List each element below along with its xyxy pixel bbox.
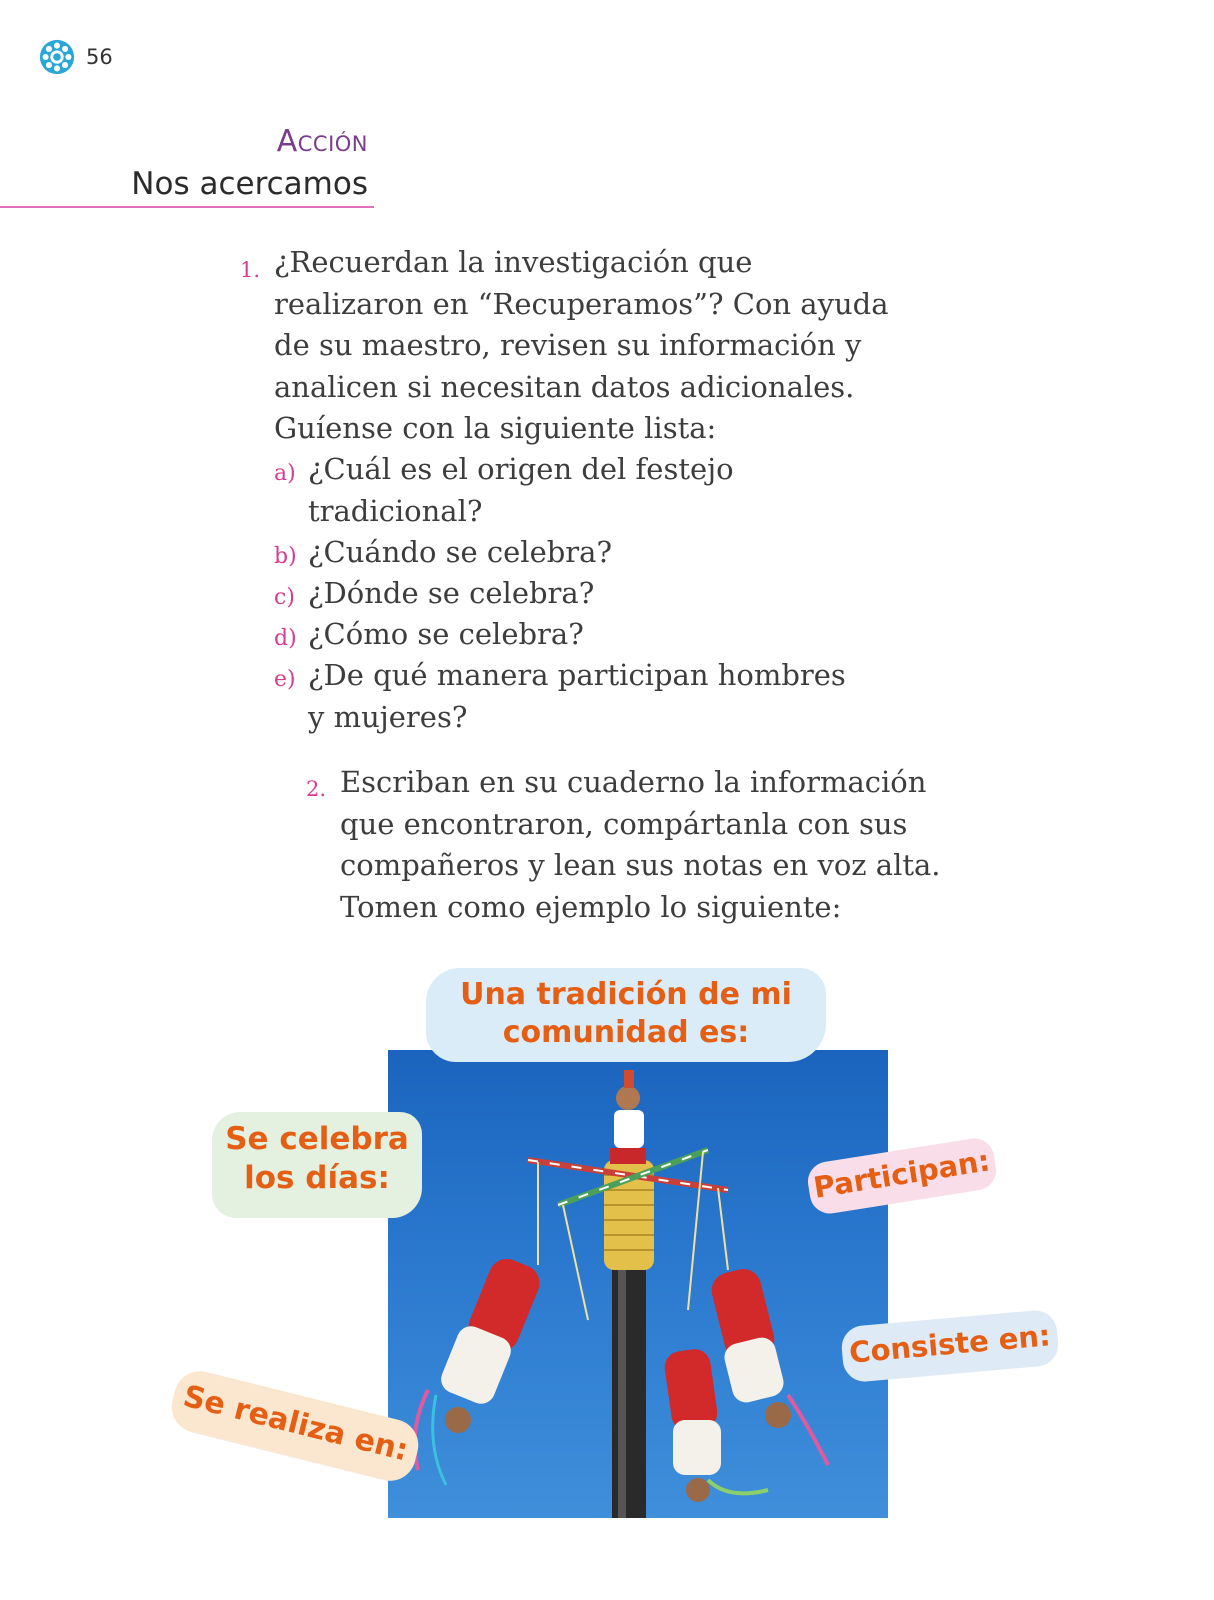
item-label: a) (274, 461, 296, 486)
speech-bubble-location: Se realiza en: (166, 1366, 424, 1487)
list-item (308, 614, 584, 656)
text-line: analicen si necesitan datos adicionales. (274, 369, 855, 404)
text-line: y mujeres? (308, 699, 468, 734)
text-line: ¿Cómo se celebra? (308, 617, 584, 651)
speech-bubble-tradition (426, 968, 826, 1062)
bubble-line: Se celebra (225, 1121, 409, 1157)
question-number: 1. (240, 258, 261, 282)
list-item (308, 655, 846, 738)
list-item (308, 573, 594, 615)
page-number: 56 (86, 45, 113, 69)
bubble-line: Una tradición de mi (460, 977, 792, 1012)
item-label: b) (274, 544, 297, 569)
question-number: 2. (306, 777, 327, 801)
list-item (308, 449, 734, 532)
text-line: realizaron en “Recuperamos”? Con ayuda (274, 286, 889, 321)
text-line: compañeros y lean sus notas en voz alta. (340, 848, 941, 882)
text-line: tradicional? (308, 493, 483, 528)
item-label: d) (274, 626, 297, 651)
bubble-line: comunidad es: (502, 1014, 750, 1050)
item-label: e) (274, 667, 296, 692)
flower-logo-icon (38, 38, 76, 76)
page-header (38, 38, 113, 76)
text-line: ¿Cuándo se celebra? (308, 535, 612, 569)
text-line: de su maestro, revisen su información y (274, 328, 862, 362)
text-line: ¿Cuál es el origen del festejo (308, 452, 734, 486)
text-line: ¿Dónde se celebra? (308, 576, 595, 610)
text-line: Tomen como ejemplo lo siguiente: (340, 889, 842, 924)
voladores-photo (388, 1050, 888, 1518)
text-line: Escriban en su cuaderno la información (340, 765, 927, 799)
section-title: Nos acercamos (131, 166, 368, 202)
text-line: Guíense con la siguiente lista: (274, 411, 717, 445)
speech-bubble-consists: Consiste en: (840, 1309, 1060, 1384)
text-line: ¿Recuerdan la investigación que (274, 245, 753, 279)
text-line: ¿De qué manera participan hombres (308, 658, 846, 692)
title-underline (0, 206, 374, 208)
speech-bubble-days (212, 1112, 422, 1218)
question-text (340, 762, 941, 928)
text-line: que encontraron, compártanla con sus (340, 806, 908, 841)
list-item (308, 532, 612, 574)
voladores-illustration (388, 1050, 888, 1518)
item-label: c) (274, 585, 295, 610)
speech-bubble-participants: Participan: (805, 1136, 999, 1217)
bubble-line: los días: (244, 1159, 390, 1196)
section-kicker: Acción (276, 124, 368, 159)
question-text (274, 242, 889, 450)
